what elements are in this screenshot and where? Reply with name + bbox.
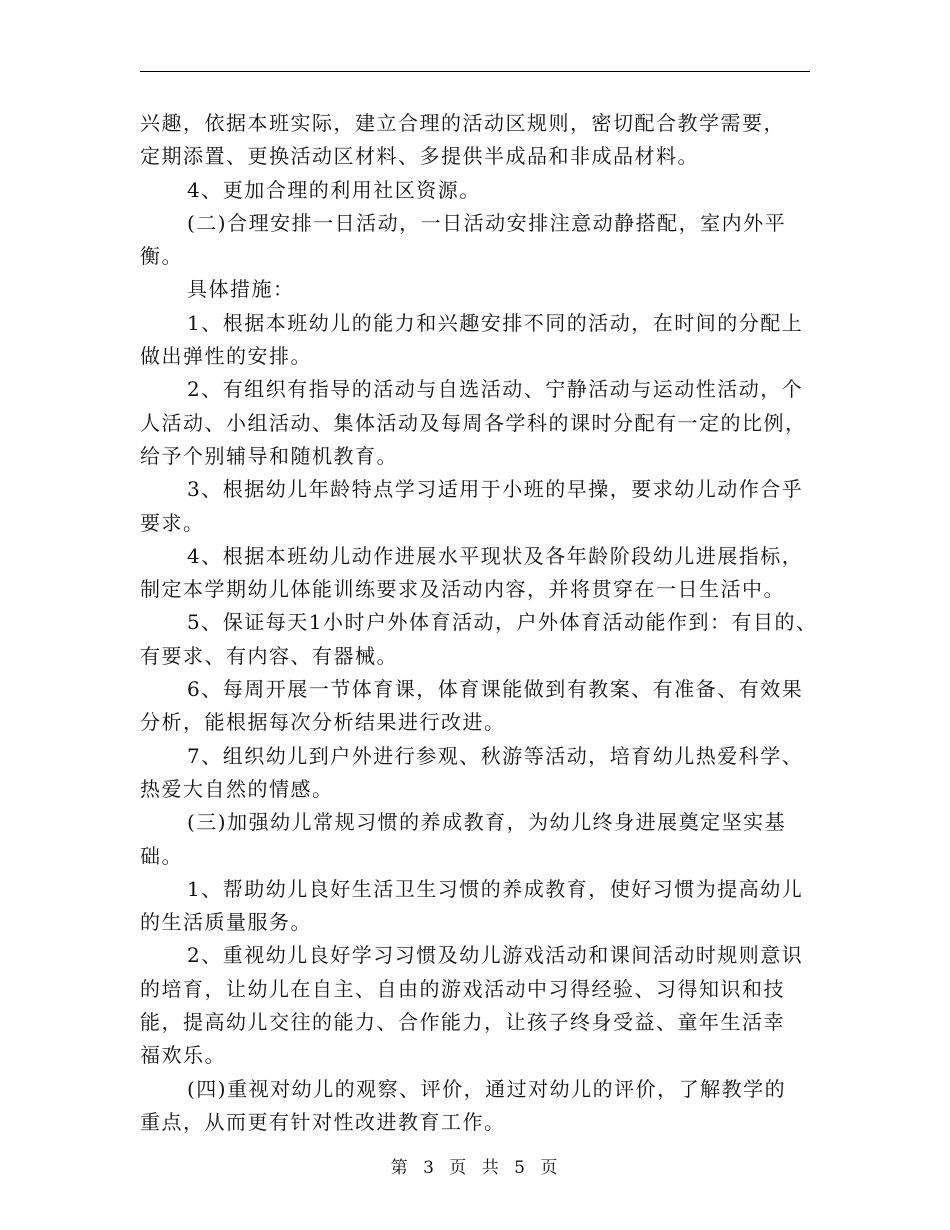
text-line: 人活动、小组活动、集体活动及每周各学科的课时分配有一定的比例， <box>140 410 807 435</box>
footer-label-of: 页 <box>449 1158 469 1178</box>
section-heading-observation <box>140 1073 812 1140</box>
text-line: 重点，从而更有针对性改进教育工作。 <box>140 1109 506 1134</box>
text-line: 7、组织幼儿到户外进行参观、秋游等活动，培育幼儿热爱科学、 <box>187 743 804 768</box>
footer-current-page: 3 <box>423 1158 436 1178</box>
text-line: 有要求、有内容、有器械。 <box>140 643 398 668</box>
habit-item-2 <box>140 939 812 1072</box>
list-item-1 <box>140 307 812 374</box>
paragraph-activity-area-rules <box>140 107 812 174</box>
subheading-specific-measures <box>140 273 812 306</box>
text-line: 4、更加合理的利用社区资源。 <box>187 177 481 202</box>
text-line: 兴趣，依据本班实际，建立合理的活动区规则，密切配合教学需要， <box>140 111 785 135</box>
text-line: 要求。 <box>140 510 205 535</box>
text-line: 具体措施： <box>187 277 295 302</box>
list-item-7 <box>140 740 812 807</box>
habit-item-1 <box>140 873 812 940</box>
text-line: 衡。 <box>140 244 183 269</box>
text-line: 做出弹性的安排。 <box>140 344 312 369</box>
list-item-2 <box>140 373 812 473</box>
header-rule <box>140 71 810 72</box>
text-line: 福欢乐。 <box>140 1043 226 1068</box>
section-heading-daily-activities <box>140 207 812 274</box>
footer-label-page: 第 <box>390 1158 410 1178</box>
text-line: 热爱大自然的情感。 <box>140 776 334 801</box>
list-item-5 <box>140 606 818 673</box>
section-heading-routine-habits <box>140 806 812 873</box>
page-footer <box>0 1153 950 1178</box>
text-line: 给予个别辅导和随机教育。 <box>140 443 398 468</box>
text-line: 5、保证每天1小时户外体育活动，户外体育活动能作到：有目的、 <box>187 610 818 635</box>
text-line: (三)加强幼儿常规习惯的养成教育，为幼儿终身进展奠定坚实基 <box>187 810 787 835</box>
footer-total-pages: 5 <box>514 1158 527 1178</box>
text-line: 3、根据幼儿年龄特点学习适用于小班的早操，要求幼儿动作合乎 <box>187 477 804 502</box>
list-item-3 <box>140 473 812 540</box>
text-line: 4、根据本班幼儿动作进展水平现状及各年龄阶段幼儿进展指标， <box>187 543 804 568</box>
footer-label-end: 页 <box>540 1158 560 1178</box>
text-line: (四)重视对幼儿的观察、评价，通过对幼儿的评价，了解教学的 <box>187 1076 787 1101</box>
text-line: (二)合理安排一日活动，一日活动安排注意动静搭配，室内外平 <box>187 210 787 235</box>
text-line: 础。 <box>140 843 183 868</box>
body-text <box>140 107 818 1139</box>
text-line: 的生活质量服务。 <box>140 910 312 935</box>
paragraph-community-resources <box>140 174 812 207</box>
footer-label-total: 共 <box>481 1158 501 1178</box>
text-line: 1、帮助幼儿良好生活卫生习惯的养成教育，使好习惯为提高幼儿 <box>187 876 804 901</box>
text-line: 6、每周开展一节体育课，体育课能做到有教案、有准备、有效果 <box>187 677 804 702</box>
list-item-4 <box>140 540 812 607</box>
text-line: 分析，能根据每次分析结果进行改进。 <box>140 710 506 735</box>
text-line: 2、重视幼儿良好学习习惯及幼儿游戏活动和课间活动时规则意识 <box>187 943 804 968</box>
text-line: 1、根据本班幼儿的能力和兴趣安排不同的活动，在时间的分配上 <box>187 310 804 335</box>
text-line: 定期添置、更换活动区材料、多提供半成品和非成品材料。 <box>140 144 699 169</box>
list-item-6 <box>140 673 812 740</box>
text-line: 制定本学期幼儿体能训练要求及活动内容，并将贯穿在一日生活中。 <box>140 577 785 602</box>
text-line: 的培育，让幼儿在自主、自由的游戏活动中习得经验、习得知识和技 <box>140 976 785 1001</box>
text-line: 能，提高幼儿交往的能力、合作能力，让孩子终身受益、童年生活幸 <box>140 1010 785 1035</box>
text-line: 2、有组织有指导的活动与自选活动、宁静活动与运动性活动，个 <box>187 377 804 402</box>
